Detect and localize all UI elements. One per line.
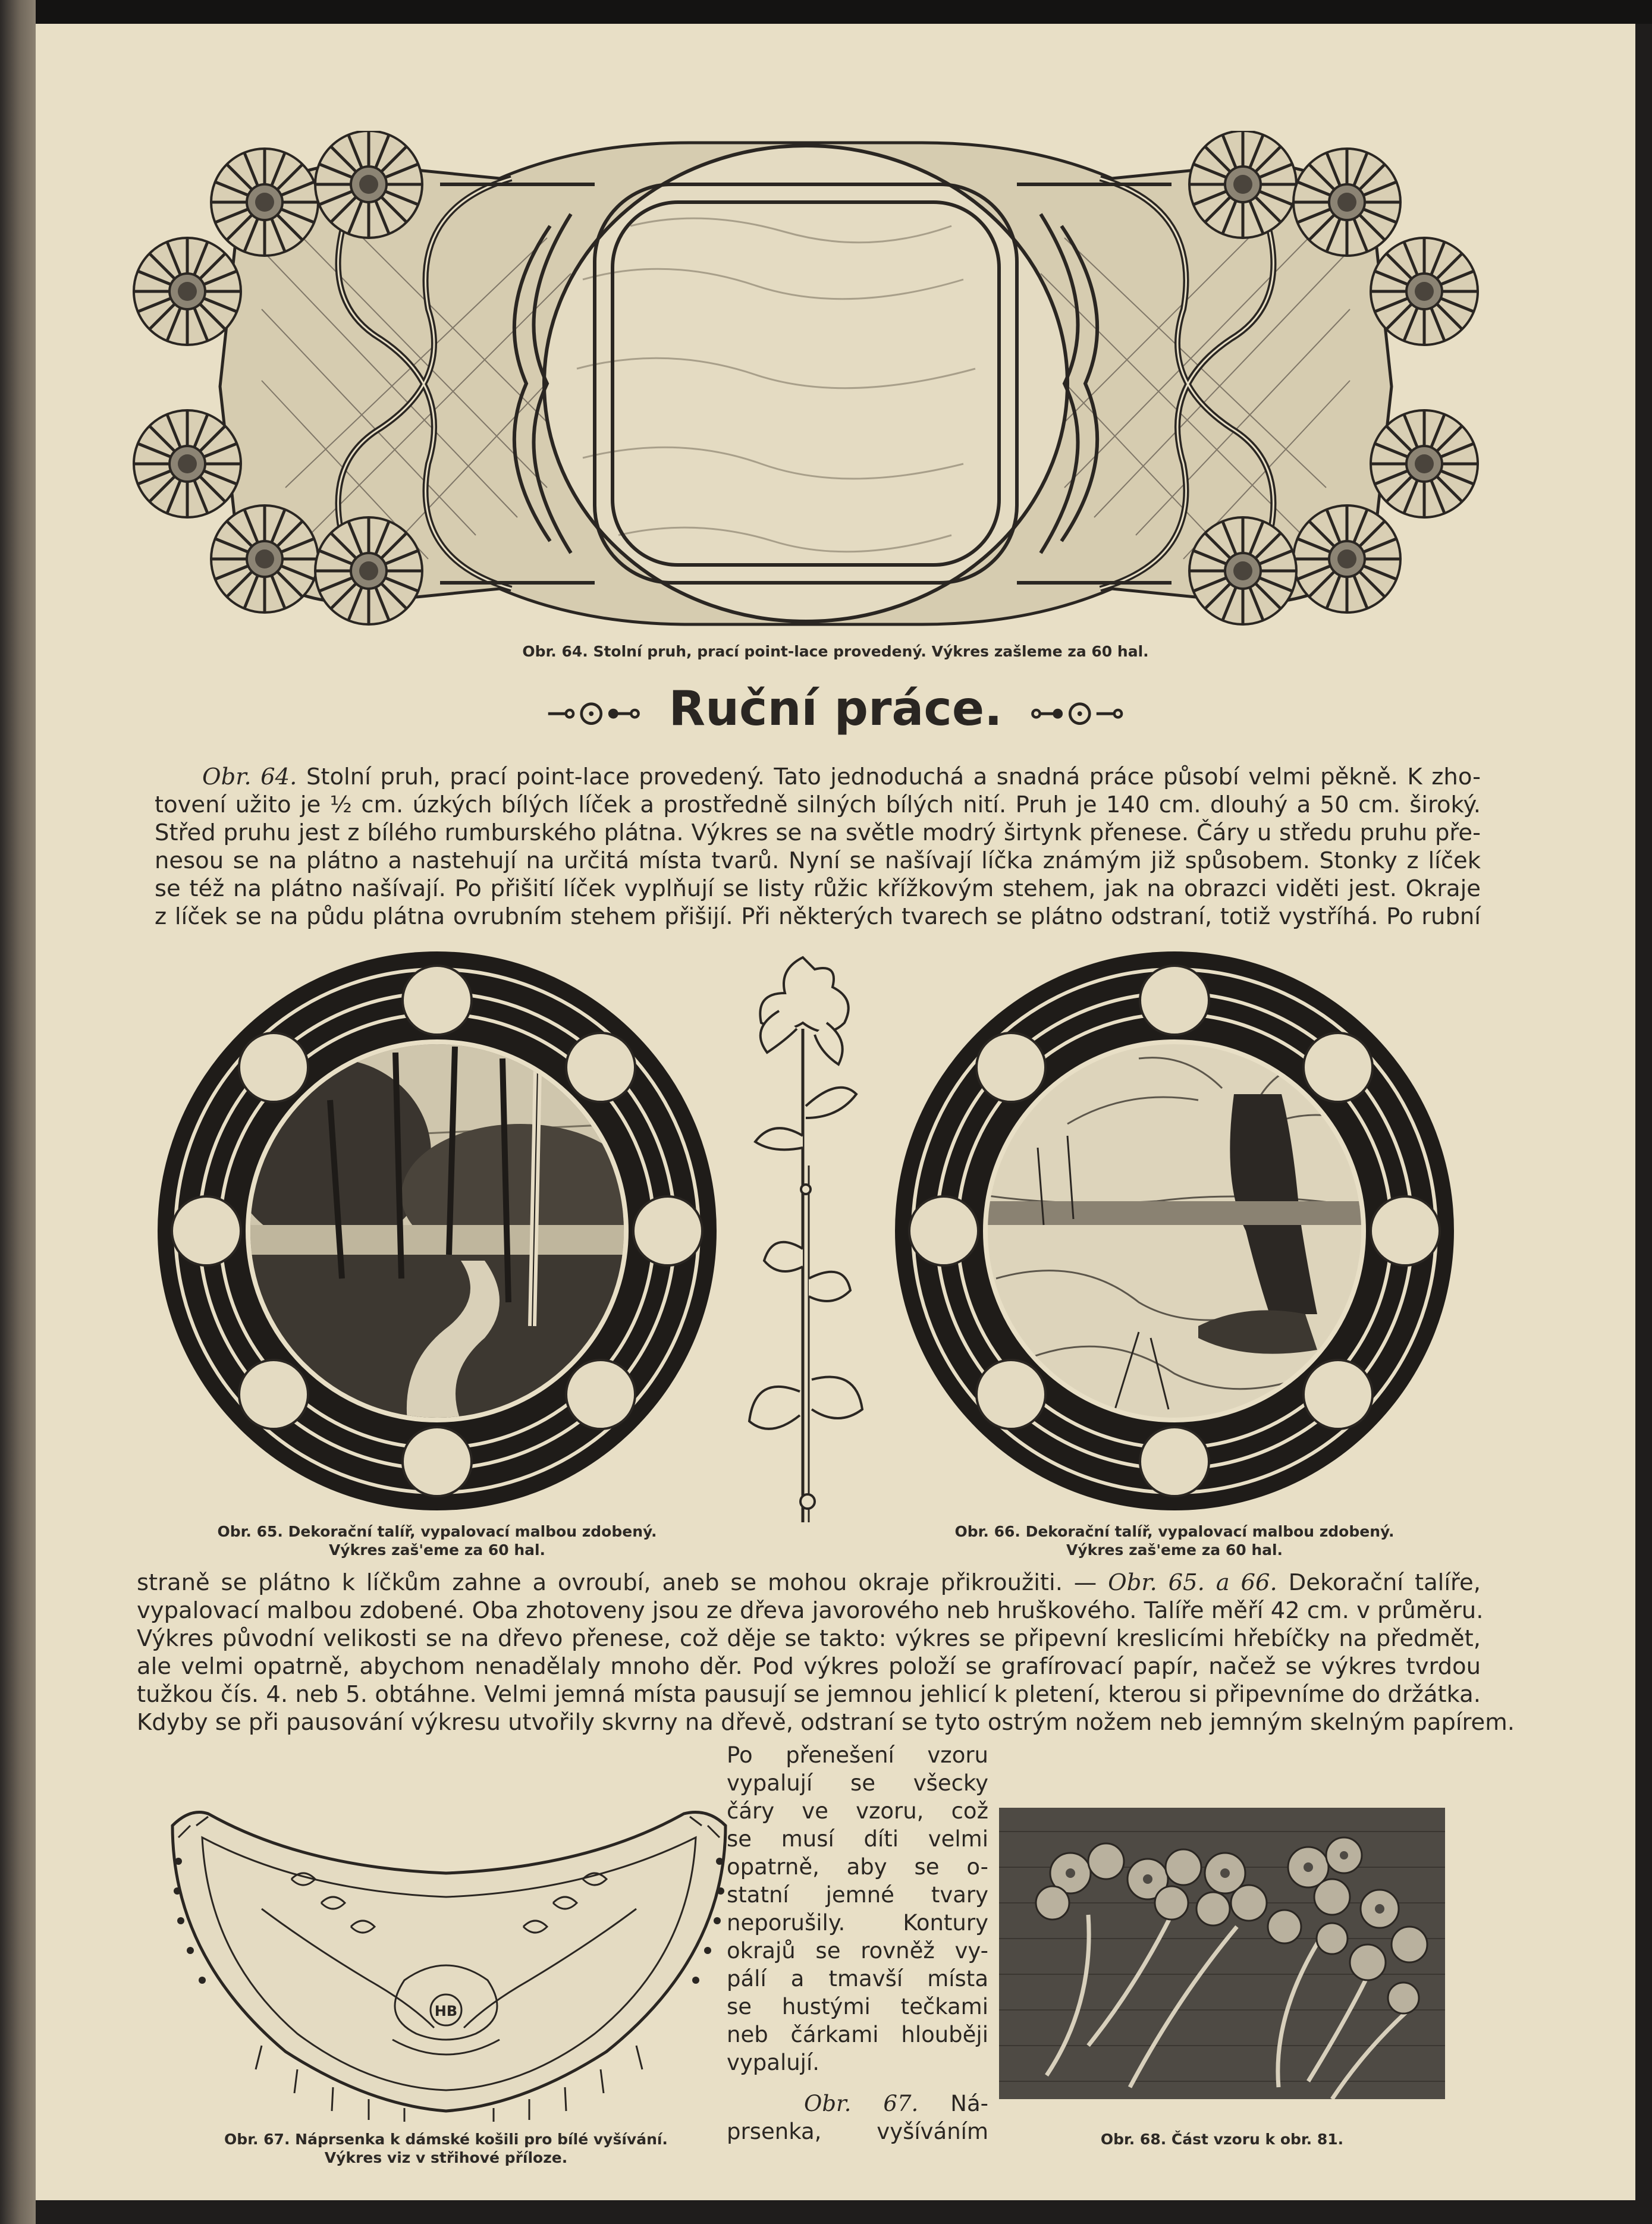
column-line: statní jemné tvary bbox=[727, 1882, 988, 1908]
column-line: Obr. 67. Ná- bbox=[804, 2091, 988, 2116]
figure-66-caption: Obr. 66. Dekorační talíř, vypalovací malbou zdobený. Výkres zaš'eme za 60 hal. bbox=[954, 1523, 1395, 1559]
text-column bbox=[727, 1741, 988, 2146]
magazine-page bbox=[36, 24, 1635, 2200]
figure-65-caption: Obr. 65. Dekorační talíř, vypalovací malbou zdobený. Výkres zaš'eme za 60 hal. bbox=[217, 1523, 657, 1559]
figure-68-caption: Obr. 68. Část vzoru k obr. 81. bbox=[1100, 2131, 1344, 2148]
column-line: pálí a tmavší místa bbox=[727, 1966, 988, 1991]
column-line: se musí díti velmi bbox=[727, 1826, 988, 1852]
section-title: Ruční práce. bbox=[668, 681, 1003, 736]
column-line: neb čárkami hlouběji bbox=[727, 2022, 988, 2047]
column-line: se hustými tečkami bbox=[727, 1994, 988, 2019]
column-line: čáry ve vzoru, což bbox=[727, 1798, 988, 1824]
paragraph-line: z líček se na půdu plátna ovrubním stehem přišijí. Při některých tvarech se plátno odstraní, totiž vystříhá. Po rubní bbox=[155, 903, 1481, 930]
paragraph-line: Střed pruhu jest z bílého rumburského plátna. Výkres se na světle modrý širtynk přenese. Čáry u středu pruhu pře- bbox=[155, 819, 1481, 846]
figure-reference: Obr. 67. bbox=[804, 2091, 919, 2116]
paragraph-line: tovení užito je ½ cm. úzkých bílých líček a prostředně silných bílých nití. Pruh je 140 cm. dlouhý a 50 cm. široký. bbox=[155, 791, 1481, 818]
column-line: vypalují. bbox=[727, 2050, 820, 2075]
decorative-flower-stem bbox=[714, 940, 892, 1528]
book-spine bbox=[0, 0, 36, 2224]
paragraph-line: Výkres původní velikosti se na dřevo přenese, což děje se takto: výkres se připevní kreslicími hřebíčky na předmět, bbox=[137, 1625, 1481, 1652]
paragraph-line: Kdyby se při pausování výkresu utvořily skvrny na dřevě, odstraní se tyto ostrým nožem neb jemným skelným papírem. bbox=[137, 1709, 1515, 1736]
scan-top-border bbox=[0, 0, 1652, 24]
paragraph-line: straně se plátno k líčkům zahne a ovroubí, aneb se mohou okraje přikroužiti. — Obr. 65. a 66. Dekorační talíře, bbox=[137, 1569, 1481, 1596]
figure-reference: Obr. 65. a 66. bbox=[1108, 1569, 1277, 1596]
figure-66-plate-winter bbox=[889, 945, 1460, 1516]
figure-64-lace-runner bbox=[131, 131, 1481, 636]
paragraph-line: nesou se na plátno a nastehují na určitá místa tvarů. Nyní se našívají líčka známým již spůsobem. Stonky z líček bbox=[155, 847, 1481, 874]
column-line: vypalují se všecky bbox=[727, 1770, 988, 1796]
column-line: opatrně, aby se o- bbox=[727, 1854, 988, 1880]
figure-67-caption: Obr. 67. Náprsenka k dámské košili pro bílé vyšívání. Výkres viz v střihové příloze. bbox=[224, 2131, 668, 2167]
figure-reference: Obr. 64. bbox=[202, 764, 297, 790]
paragraph-line: tužkou čís. 4. neb 5. obtáhne. Velmi jemná místa pausují se jemnou jehlicí k pletení, kterou si připevníme do držátka. bbox=[137, 1681, 1481, 1708]
section-heading bbox=[36, 681, 1635, 736]
figure-64-caption: Obr. 64. Stolní pruh, prací point-lace provedený. Výkres zašleme za 60 hal. bbox=[522, 643, 1149, 660]
column-line: neporušily. Kontury bbox=[727, 1910, 988, 1936]
paragraph-line: vypalovací malbou zdobené. Oba zhotoveny jsou ze dřeva javorového neb hruškového. Talíře měří 42 cm. v průměru. bbox=[137, 1597, 1484, 1624]
paragraph-line: ale velmi opatrně, abychom nenadělaly mnoho děr. Pod výkres položí se grafírovací papír, načež se výkres tvrdou bbox=[137, 1653, 1481, 1680]
figure-68-embroidery-detail bbox=[999, 1808, 1445, 2099]
paragraph-line: Obr. 64. Stolní pruh, prací point-lace provedený. Tato jednoduchá a snadná práce působí velmi pěkně. K zho- bbox=[155, 763, 1481, 791]
paragraph-65-66 bbox=[137, 1569, 1515, 1736]
column-line: okrajů se rovněž vy- bbox=[727, 1938, 988, 1964]
column-line: Po přenešení vzoru bbox=[727, 1742, 988, 1768]
figure-67-embroidered-collar bbox=[155, 1790, 743, 2123]
collar-monogram: HB bbox=[434, 2003, 458, 2019]
ornament-left-icon: ⊸⊙⊷ bbox=[546, 692, 642, 734]
paragraph-line: se též na plátno našívají. Po přišití líček vyplňují se listy růžic křížkovým stehem, jak na obrazci viděti jest. Okraje bbox=[155, 875, 1481, 902]
ornament-right-icon: ⊶⊙⊸ bbox=[1029, 692, 1125, 734]
figure-65-plate-forest bbox=[152, 945, 723, 1516]
paragraph-64 bbox=[155, 763, 1481, 931]
column-line: prsenka, vyšíváním bbox=[727, 2119, 988, 2144]
